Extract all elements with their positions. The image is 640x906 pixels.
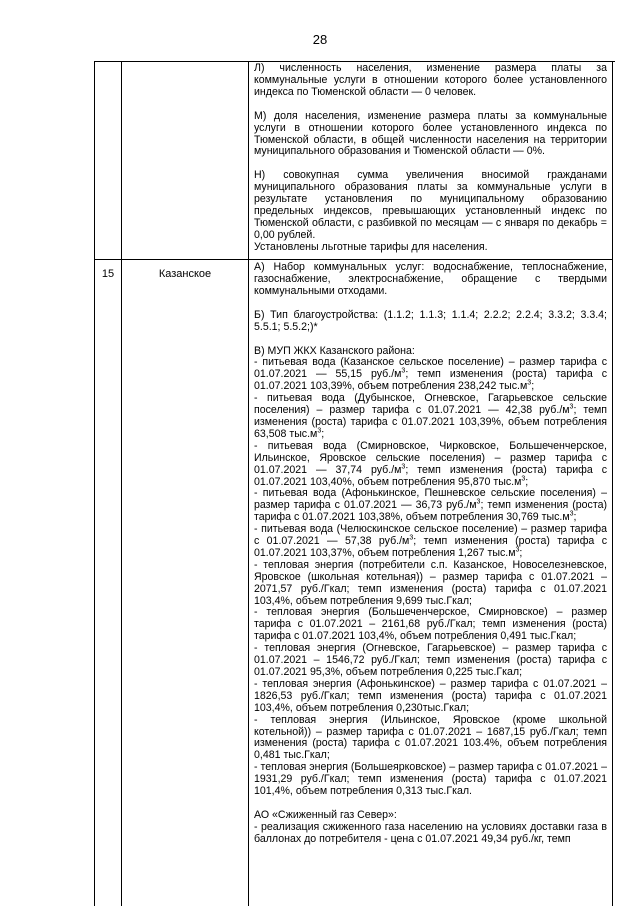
paragraph: - тепловая энергия (Афонькинское) – размер тарифа с 01.07.2021 – 1826,53 руб./Гкал; темп изменения (роста) тарифа с 01.07.2021 103,4%, объем потребления 0,230тыс.Гкал; (254, 677, 607, 714)
paragraph-gap (254, 334, 607, 346)
table-right-border (612, 62, 613, 906)
paragraph: М) доля населения, изменение размера платы за коммунальные услуги в отношении которого более установленного индекса по Тюменской области, в общей численности населения на территории муниципального образования и Тюменской области — 0%. (254, 109, 607, 158)
paragraph-gap (254, 298, 607, 310)
continuation-cell (254, 63, 607, 254)
paragraph: Установлены льготные тарифы для населения. (254, 240, 488, 253)
row-divider (95, 259, 613, 260)
paragraph: А) Набор коммунальных услуг: водоснабжение, теплоснабжение, газоснабжение, электроснабжение, обращение с твердыми коммунальными отходами. (254, 261, 607, 297)
paragraph-gap (254, 99, 607, 111)
municipality-name: Казанское (158, 268, 212, 280)
paragraph: В) МУП ЖКХ Казанского района: (254, 344, 415, 357)
paragraph: Л) численность населения, изменение размера платы за коммунальные услуги в отношении которого более установленного индекса по Тюменской области — 0 человек. (254, 62, 607, 98)
paragraph: - питьевая вода (Смирновское, Чирковское, Большеченчерское, Ильинское, Яровское сельские поселения) – размер тарифа с 01.07.2021 — 37,74 $руб./м^3$; темп изменения (роста) тарифа с 01.07.2021 103,40%, объем потребления 95,870 $тыс.м^3$; (254, 439, 607, 488)
paragraph: - тепловая энергия (потребители с.п. Казанское, Новоселезневское, Яровское (школьная котельная)) – размер тарифа с 01.07.2021 – 2071,57 руб./Гкал; темп изменения (роста) тарифа с 01.07.2021 103,4%, объем потребления 9,699 тыс.Гкал; (254, 558, 607, 607)
paragraph: АО «Сжиженный газ Север»: (254, 808, 397, 821)
paragraph: - питьевая вода (Казанское сельское поселение) – размер тарифа с 01.07.2021 — 55,15 $руб./м^3$; темп изменения (роста) тарифа с 01.07.2021 103,39%, объем потребления 238,242 $тыс.м^3$; (254, 356, 607, 393)
paragraph: - тепловая энергия (Ильинское, Яровское (кроме школьной котельной)) – размер тарифа с 01.07.2021 – 1687,15 руб./Гкал; темп изменения (роста) тарифа с 01.07.2021 103.4%, объем потребления 0,481 тыс.Гкал; (254, 713, 607, 762)
column-divider (121, 62, 122, 906)
paragraph: Н) совокупная сумма увеличения вносимой гражданами муниципального образования платы за коммунальные услуги в результате установления по муниципальному образованию предельных индексов, превышающих установленный индекс по Тюменской области, с разбивкой по месяцам — с января по декабрь = 0,00 рублей. (254, 169, 607, 241)
tariff-description-cell (254, 262, 607, 846)
paragraph: - питьевая вода (Афонькинское, Пешневское сельские поселения) – размер тарифа с 01.07.2021 — 36,73 $руб./м^3$; темп изменения (роста) тарифа с 01.07.2021 103,38%, объем потребления 30,769 $тыс.м^3$; (254, 487, 608, 524)
page-number: 28 (312, 32, 328, 47)
paragraph: - тепловая энергия (Огневское, Гагарьевское) – размер тарифа с 01.07.2021 – 1546,72 руб./Гкал; темп изменения (роста) тарифа с 01.07.2021 95,3%, объем потребления 0,225 тыс.Гкал; (254, 642, 607, 678)
row-number: 15 (101, 268, 115, 280)
paragraph: - тепловая энергия (Большеярковское) – размер тарифа с 01.07.2021 – 1931,29 руб./Гкал; темп изменения (роста) тарифа с 01.07.2021 101,4%, объем потребления 0,313 тыс.Гкал. (254, 761, 607, 798)
paragraph: - питьевая вода (Дубынское, Огневское, Гагарьевское сельские поселения) – размер тарифа с 01.07.2021 — 42,38 $руб./м^3$; темп изменения (роста) тарифа с 01.07.2021 103,39%, объем потребления 63,508 $тыс.м^3$; (254, 392, 607, 440)
paragraph: - тепловая энергия (Большеченчерское, Смирновское) – размер тарифа с 01.07.2021 – 2161,68 руб./Гкал; темп изменения (роста) тарифа с 01.07.2021 103,4%, объем потребления 0,491 тыс.Гкал; (254, 606, 607, 643)
column-divider (248, 62, 249, 906)
paragraph: - реализация сжиженного газа населению на условиях доставки газа в баллонах до потребителя - цена с 01.07.2021 49,34 руб./кг, темп (254, 820, 607, 845)
paragraph: - питьевая вода (Челюскинское сельское поселение) – размер тарифа с 01.07.2021 — 57,38 $руб./м^3$; темп изменения (роста) тарифа с 01.07.2021 103,37%, объем потребления 1,267 $тыс.м^3$; (254, 523, 607, 559)
document-table (94, 61, 615, 906)
paragraph: Б) Тип благоустройства: (1.1.2; 1.1.3; 1.1.4; 2.2.2; 2.2.4; 3.3.2; 3.3.4; 5.5.1; 5.5.2;)* (254, 308, 607, 333)
